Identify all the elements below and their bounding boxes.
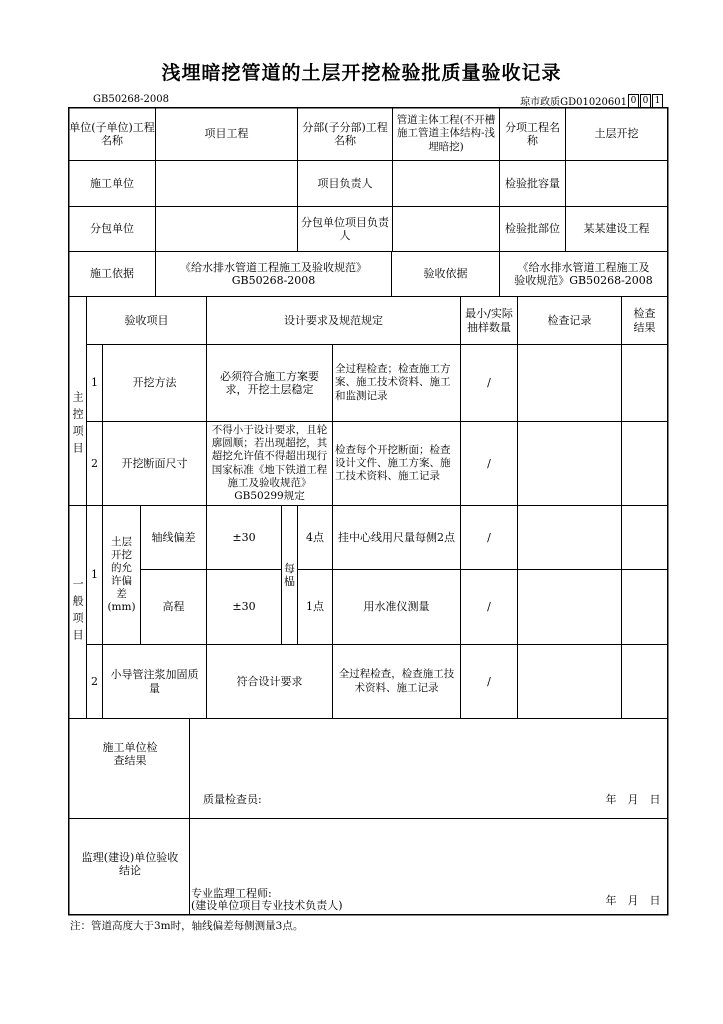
elevation-points: 1点 — [306, 600, 324, 614]
general-item-2-sample[interactable]: / — [487, 674, 491, 688]
elevation-result[interactable] — [622, 570, 667, 644]
project-manager-value[interactable] — [393, 161, 499, 206]
elevation-record[interactable] — [518, 570, 621, 644]
general-item-2-no: 2 — [91, 674, 98, 688]
general-item-2-record[interactable] — [518, 645, 621, 718]
contractor-value[interactable] — [156, 161, 297, 206]
general-item-2-result[interactable] — [622, 645, 667, 718]
axis-deviation-name: 轴线偏差 — [151, 530, 196, 544]
axis-deviation-points: 4点 — [306, 530, 324, 544]
lot-capacity-label: 检验批容量 — [505, 176, 560, 190]
axis-deviation-tolerance: ±30 — [232, 530, 256, 544]
elevation-method: 用水准仪测量 — [363, 600, 430, 614]
project-manager-label: 项目负责人 — [317, 176, 373, 190]
lot-location-label: 检验批部位 — [505, 222, 560, 236]
frequency-label: 每榀 — [284, 561, 295, 588]
owner-tech-lead-label: (建设单位项目专业技术负责人) — [191, 898, 343, 912]
axis-deviation-method: 挂中心线用尺量每侧2点 — [338, 530, 455, 544]
footnote: 注：管道高度大于3m时，轴线偏差每侧测量3点。 — [70, 920, 304, 932]
unit-name-value[interactable]: 项目工程 — [204, 127, 249, 141]
form-code-box-3[interactable]: 1 — [652, 94, 663, 108]
main-item-1-name: 开挖方法 — [132, 376, 177, 390]
col-item: 验收项目 — [124, 313, 169, 327]
col-record: 检查记录 — [547, 313, 592, 327]
main-control-label: 主控项目 — [71, 390, 85, 459]
general-item-2-name: 小导管注浆加固质量 — [110, 668, 199, 695]
main-item-1-sample[interactable]: / — [487, 376, 491, 390]
acceptance-basis-label: 验收依据 — [423, 267, 468, 281]
main-item-1-method: 全过程检查；检查施工方案、施工技术资料、施工和监测记录 — [335, 363, 451, 402]
subitem-value[interactable]: 土层开挖 — [594, 127, 639, 141]
main-item-1-no: 1 — [91, 376, 98, 390]
lot-capacity-value[interactable] — [566, 161, 667, 206]
standard-code: GB50268-2008 — [93, 94, 169, 105]
main-item-2-result[interactable] — [622, 422, 667, 505]
page-title: 浅埋暗挖管道的土层开挖检验批质量验收记录 — [161, 62, 562, 84]
elevation-name: 高程 — [162, 600, 185, 614]
supervisor-conclusion-label: 监理(建设)单位验收结论 — [81, 850, 179, 877]
lot-location-value[interactable]: 某某建设工程 — [583, 222, 650, 236]
subitem-label: 分项工程名称 — [505, 120, 560, 147]
col-result: 检查结果 — [633, 307, 656, 334]
contractor-date: 年 月 日 — [605, 793, 661, 807]
contractor-label: 施工单位 — [90, 176, 134, 190]
elevation-sample[interactable]: / — [487, 600, 491, 614]
elevation-tolerance: ±30 — [232, 600, 256, 614]
main-item-1-record[interactable] — [518, 345, 621, 421]
subcontractor-label: 分包单位 — [90, 222, 134, 236]
basis-label: 施工依据 — [90, 267, 134, 281]
unit-name-label: 单位(子单位)工程名称 — [69, 120, 155, 147]
col-sample: 最小/实际抽样数量 — [465, 307, 513, 334]
sub-pm-value[interactable] — [393, 207, 499, 251]
main-item-2-record[interactable] — [518, 422, 621, 505]
division-label: 分部(子分部)工程名称 — [302, 120, 388, 147]
supervisor-engineer-label: 专业监理工程师: — [191, 886, 272, 900]
general-label: 一般项目 — [71, 577, 85, 646]
col-requirement: 设计要求及规范规定 — [284, 313, 383, 327]
form-code-box-2[interactable]: 0 — [640, 94, 651, 108]
subcontractor-value[interactable] — [156, 207, 297, 251]
form-code-prefix: 琼市政质GD01020601 — [520, 97, 627, 108]
contractor-result-label: 施工单位检查结果 — [102, 740, 158, 767]
basis-value[interactable]: 《给水排水管道工程施工及验收规范》GB50268-2008 — [180, 260, 367, 287]
main-item-1-requirement: 必须符合施工方案要求，开挖土层稳定 — [220, 369, 319, 396]
main-item-2-name: 开挖断面尺寸 — [121, 456, 188, 470]
main-item-2-no: 2 — [91, 456, 98, 470]
general-item-1-no: 1 — [91, 568, 98, 582]
axis-deviation-record[interactable] — [518, 506, 621, 569]
main-item-2-sample[interactable]: / — [487, 456, 491, 470]
supervisor-date: 年 月 日 — [605, 894, 661, 908]
division-value[interactable]: 管道主体工程(不开槽施工管道主体结构-浅埋暗挖) — [396, 114, 496, 153]
quality-inspector-label: 质量检查员: — [203, 793, 262, 807]
supervisor-conclusion-content[interactable] — [190, 819, 667, 885]
general-item-2-method: 全过程检查，检查施工技术资料、施工记录 — [338, 668, 455, 694]
axis-deviation-sample[interactable]: / — [487, 530, 491, 544]
axis-deviation-result[interactable] — [622, 506, 667, 569]
general-item-2-requirement: 符合设计要求 — [236, 674, 303, 688]
main-item-1-result[interactable] — [622, 345, 667, 421]
acceptance-basis-value[interactable]: 《给水排水管道工程施工及验收规范》GB50268-2008 — [514, 260, 653, 287]
sub-pm-label: 分包单位项目负责人 — [301, 215, 389, 242]
contractor-result-content[interactable] — [190, 719, 667, 791]
main-item-2-method: 检查每个开挖断面；检查设计文件、施工方案、施工技术资料、施工记录 — [335, 443, 451, 483]
main-item-2-requirement: 不得小于设计要求，且轮廓圆顺；若出现超挖，其超挖允许值不得超出现行国家标准《地下铁道工程施工及验收规范》GB50299规定 — [211, 424, 328, 502]
allowance-group-label: 土层开挖的允许偏差(mm) — [107, 535, 136, 614]
form-code-box-1[interactable]: 0 — [628, 94, 639, 108]
